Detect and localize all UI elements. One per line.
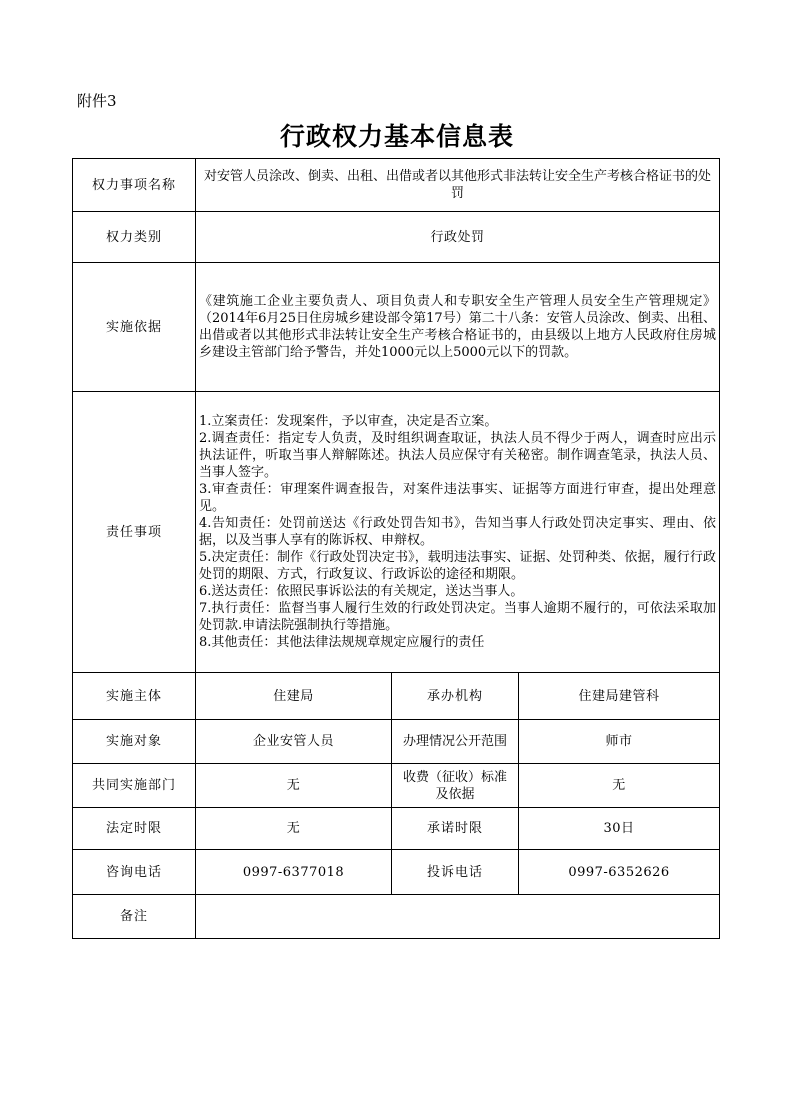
- row-target: [73, 720, 720, 764]
- duty-item: 4.告知责任：处罚前送达《行政处罚告知书》，告知当事人行政处罚决定事实、理由、依据，以及当事人享有的陈诉权、申辩权。: [199, 516, 716, 548]
- row-basis: [73, 263, 720, 392]
- basis-value: 《建筑施工企业主要负责人、项目负责人和专职安全生产管理人员安全生产管理规定》（2014年6月25日住房城乡建设部令第17号）第二十八条：安管人员涂改、倒卖、出租、出借或者以其他形式非法转让安全生产考核合格证书的，由县级以上地方人民政府住房城乡建设主管部门给予警告，并处1000元以上5000元以下的罚款。: [196, 263, 720, 392]
- disclosure-scope-label: 办理情况公开范围: [392, 720, 519, 764]
- legal-time-limit-label: 法定时限: [73, 808, 196, 850]
- info-table: [72, 158, 720, 939]
- duty-item: 1.立案责任：发现案件，予以审查，决定是否立案。: [199, 414, 498, 429]
- promised-time-limit-label: 承诺时限: [392, 808, 519, 850]
- joint-dept-value: 无: [196, 764, 392, 808]
- duty-item: 2.调查责任：指定专人负责，及时组织调查取证，执法人员不得少于两人，调查时应出示执法证件，听取当事人辩解陈述。执法人员应保守有关秘密。制作调查笔录，执法人员、当事人签字。: [199, 431, 716, 480]
- complaint-phone-label: 投诉电话: [392, 850, 519, 895]
- handling-org-label: 承办机构: [392, 673, 519, 720]
- consult-phone-label: 咨询电话: [73, 850, 196, 895]
- target-label: 实施对象: [73, 720, 196, 764]
- item-name-label: 权力事项名称: [73, 159, 196, 212]
- remarks-value: [196, 895, 720, 939]
- subject-value: 住建局: [196, 673, 392, 720]
- promised-time-limit-value: 30日: [519, 808, 720, 850]
- remarks-label: 备注: [73, 895, 196, 939]
- duties-label: 责任事项: [73, 392, 196, 673]
- duty-item: 8.其他责任：其他法律法规规章规定应履行的责任: [199, 635, 485, 650]
- fee-standard-label: 收费（征收）标准及依据: [392, 764, 519, 808]
- page-title: 行政权力基本信息表: [279, 122, 514, 151]
- attachment-label: 附件3: [77, 92, 117, 110]
- duty-item: 5.决定责任：制作《行政处罚决定书》，载明违法事实、证据、处罚种类、依据，履行行政处罚的期限、方式，行政复议、行政诉讼的途径和期限。: [199, 550, 716, 582]
- row-duties: [73, 392, 720, 673]
- item-name-value: 对安管人员涂改、倒卖、出租、出借或者以其他形式非法转让安全生产考核合格证书的处罚: [196, 159, 720, 212]
- category-value: 行政处罚: [196, 212, 720, 263]
- row-category: [73, 212, 720, 263]
- duty-item: 7.执行责任：监督当事人履行生效的行政处罚决定。当事人逾期不履行的，可依法采取加处罚款.申请法院强制执行等措施。: [199, 601, 716, 633]
- row-time-limit: [73, 808, 720, 850]
- disclosure-scope-value: 师市: [519, 720, 720, 764]
- complaint-phone-value: 0997-6352626: [519, 850, 720, 895]
- row-phone: [73, 850, 720, 895]
- duty-item: 3.审查责任：审理案件调查报告，对案件违法事实、证据等方面进行审查，提出处理意见。: [199, 482, 716, 514]
- row-subject: [73, 673, 720, 720]
- fee-standard-value: 无: [519, 764, 720, 808]
- duty-item: 6.送达责任：依照民事诉讼法的有关规定，送达当事人。: [199, 584, 524, 599]
- basis-label: 实施依据: [73, 263, 196, 392]
- category-label: 权力类别: [73, 212, 196, 263]
- legal-time-limit-value: 无: [196, 808, 392, 850]
- target-value: 企业安管人员: [196, 720, 392, 764]
- duties-list: [196, 392, 720, 673]
- handling-org-value: 住建局建管科: [519, 673, 720, 720]
- row-joint: [73, 764, 720, 808]
- subject-label: 实施主体: [73, 673, 196, 720]
- row-remarks: [73, 895, 720, 939]
- consult-phone-value: 0997-6377018: [196, 850, 392, 895]
- row-item-name: [73, 159, 720, 212]
- joint-dept-label: 共同实施部门: [73, 764, 196, 808]
